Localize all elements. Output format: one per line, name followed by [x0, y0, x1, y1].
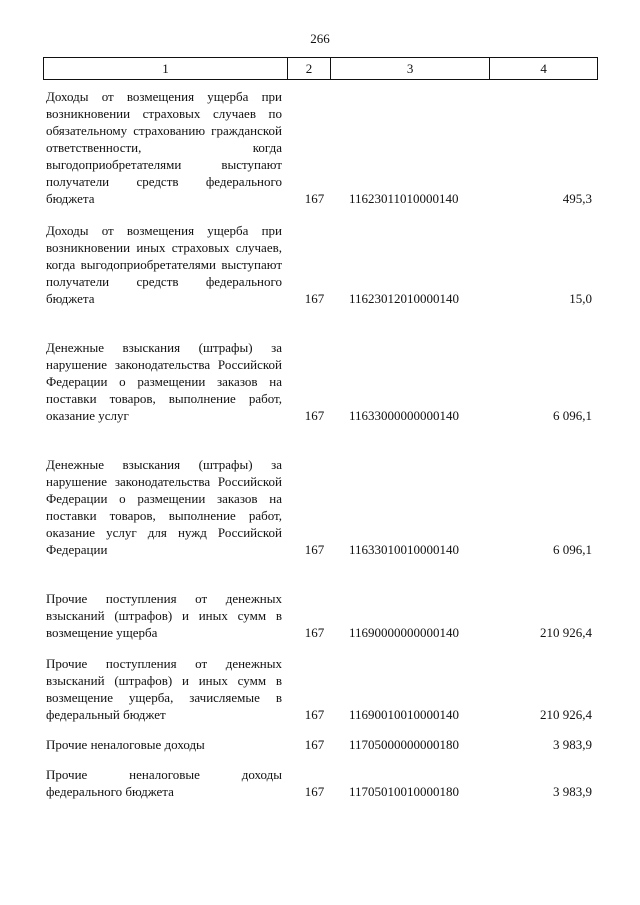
row-admin-code: 167 — [304, 408, 325, 423]
header-col-4: 4 — [540, 60, 547, 76]
row-income-code: 11623012010000140 — [349, 291, 460, 306]
row-income-code: 11705010010000180 — [349, 784, 460, 799]
row-admin-code: 167 — [304, 707, 325, 722]
row-amount: 210 926,4 — [540, 625, 592, 640]
table-row — [43, 655, 598, 723]
row-amount: 495,3 — [562, 191, 592, 206]
row-income-code: 11705000000000180 — [349, 737, 460, 752]
table-row — [43, 88, 598, 207]
row-admin-code: 167 — [304, 625, 325, 640]
row-amount: 6 096,1 — [553, 408, 592, 423]
table-header — [43, 57, 598, 80]
table-row — [43, 339, 598, 424]
table-row — [43, 222, 598, 307]
header-col-3: 3 — [331, 58, 490, 79]
row-income-code: 11623011010000140 — [349, 191, 459, 206]
row-admin-code: 167 — [304, 291, 325, 306]
row-name: Прочие поступления от денежных взысканий (штрафов) и иных сумм в возмещение ущерба, зачисляемые в федеральный бюджет — [46, 656, 282, 722]
row-name: Прочие неналоговые доходы — [46, 737, 205, 752]
header-col-2: 2 — [288, 58, 331, 79]
row-admin-code: 167 — [304, 542, 325, 557]
row-name: Денежные взыскания (штрафы) за нарушение законодательства Российской Федерации о размещении заказов на поставки товаров, выполнение работ, оказание услуг — [46, 340, 282, 423]
table-row — [43, 456, 598, 558]
table-row — [43, 590, 598, 641]
row-name: Доходы от возмещения ущерба при возникновении иных страховых случаев, когда выгодоприобретателями выступают получатели средств федерального бюджета — [46, 223, 282, 306]
row-income-code: 11690000000000140 — [349, 625, 460, 640]
table-row — [43, 736, 598, 753]
row-income-code: 11633010010000140 — [349, 542, 460, 557]
row-admin-code: 167 — [304, 784, 325, 799]
row-name: Денежные взыскания (штрафы) за нарушение законодательства Российской Федерации о размещении заказов на поставки товаров, выполнение работ, оказание услуг для нужд Российской Федерации — [46, 457, 282, 557]
page-number: 266 — [310, 31, 330, 46]
row-name: Доходы от возмещения ущерба при возникновении страховых случаев по обязательному страхованию гражданской ответственности, когда выгодоприобретателями выступают получатели средств федерального бюджета — [46, 89, 282, 206]
row-income-code: 11690010010000140 — [349, 707, 460, 722]
header-col-1: 1 — [44, 58, 288, 79]
row-income-code: 11633000000000140 — [349, 408, 460, 423]
row-admin-code: 167 — [304, 191, 325, 206]
row-name: Прочие поступления от денежных взысканий (штрафов) и иных сумм в возмещение ущерба — [46, 591, 282, 640]
row-amount: 6 096,1 — [553, 542, 592, 557]
row-name: Прочие неналоговые доходы федерального бюджета — [46, 767, 282, 799]
table-row — [43, 766, 598, 800]
row-admin-code: 167 — [304, 737, 325, 752]
row-amount: 15,0 — [569, 291, 592, 306]
row-amount: 3 983,9 — [553, 737, 592, 752]
row-amount: 3 983,9 — [553, 784, 592, 799]
row-amount: 210 926,4 — [540, 707, 592, 722]
